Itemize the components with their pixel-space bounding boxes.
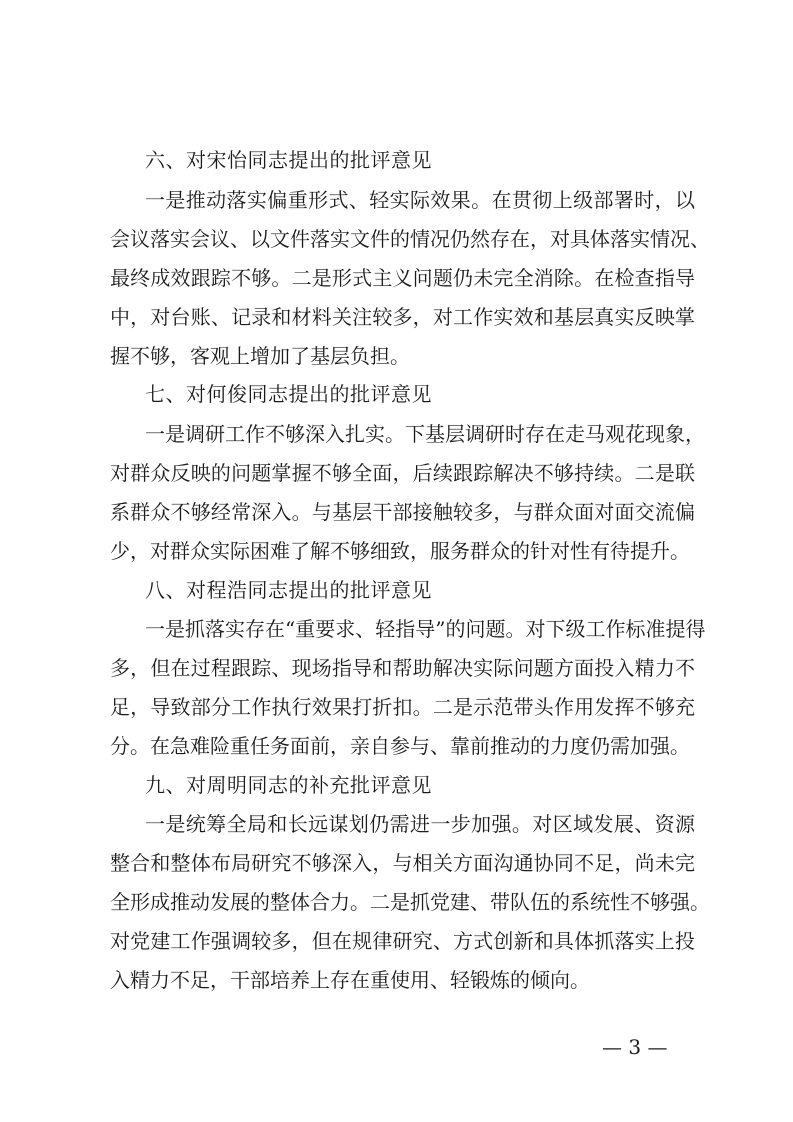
paragraph-line: 足，导致部分工作执行效果打折扣。二是示范带头作用发挥不够充: [110, 695, 695, 719]
paragraph-line: 入精力不足，干部培养上存在重使用、轻锻炼的倾向。: [110, 968, 590, 992]
section-heading: 九、对周明同志的补充批评意见: [145, 773, 432, 797]
paragraph-line: 最终成效跟踪不够。二是形式主义问题仍未完全消除。在检查指导: [110, 266, 695, 290]
paragraph-line: 整合和整体布局研究不够深入，与相关方面沟通协同不足，尚未完: [110, 851, 695, 875]
paragraph-line: 会议落实会议、以文件落实文件的情况仍然存在，对具体落实情况、: [110, 227, 710, 251]
paragraph-line: 握不够，客观上增加了基层负担。: [110, 344, 410, 368]
paragraph-line: 中，对台账、记录和材料关注较多，对工作实效和基层真实反映掌: [110, 305, 695, 329]
paragraph-line: 对群众反映的问题掌握不够全面，后续跟踪解决不够持续。二是联: [110, 461, 695, 485]
paragraph-line: 一是调研工作不够深入扎实。下基层调研时存在走马观花现象，: [145, 422, 705, 446]
paragraph-line: 少，对群众实际困难了解不够细致，服务群众的针对性有待提升。: [110, 539, 690, 563]
paragraph-line: 一是统筹全局和长远谋划仍需进一步加强。对区域发展、资源: [145, 812, 695, 836]
paragraph-line: 全形成推动发展的整体合力。二是抓党建、带队伍的系统性不够强。: [110, 890, 710, 914]
paragraph-line: 多，但在过程跟踪、现场指导和帮助解决实际问题方面投入精力不: [110, 656, 695, 680]
page-number: — 3 —: [602, 1035, 668, 1059]
paragraph-line: 系群众不够经常深入。与基层干部接触较多，与群众面对面交流偏: [110, 500, 695, 524]
section-heading: 六、对宋怡同志提出的批评意见: [145, 148, 432, 172]
paragraph-line: 一是抓落实存在“重要求、轻指导”的问题。对下级工作标准提得: [145, 617, 706, 641]
paragraph-line: 一是推动落实偏重形式、轻实际效果。在贯彻上级部署时，以: [145, 188, 695, 212]
section-heading: 八、对程浩同志提出的批评意见: [145, 578, 432, 602]
paragraph-line: 对党建工作强调较多，但在规律研究、方式创新和具体抓落实上投: [110, 929, 695, 953]
paragraph-line: 分。在急难险重任务面前，亲自参与、靠前推动的力度仍需加强。: [110, 734, 690, 758]
section-heading: 七、对何俊同志提出的批评意见: [145, 382, 432, 406]
